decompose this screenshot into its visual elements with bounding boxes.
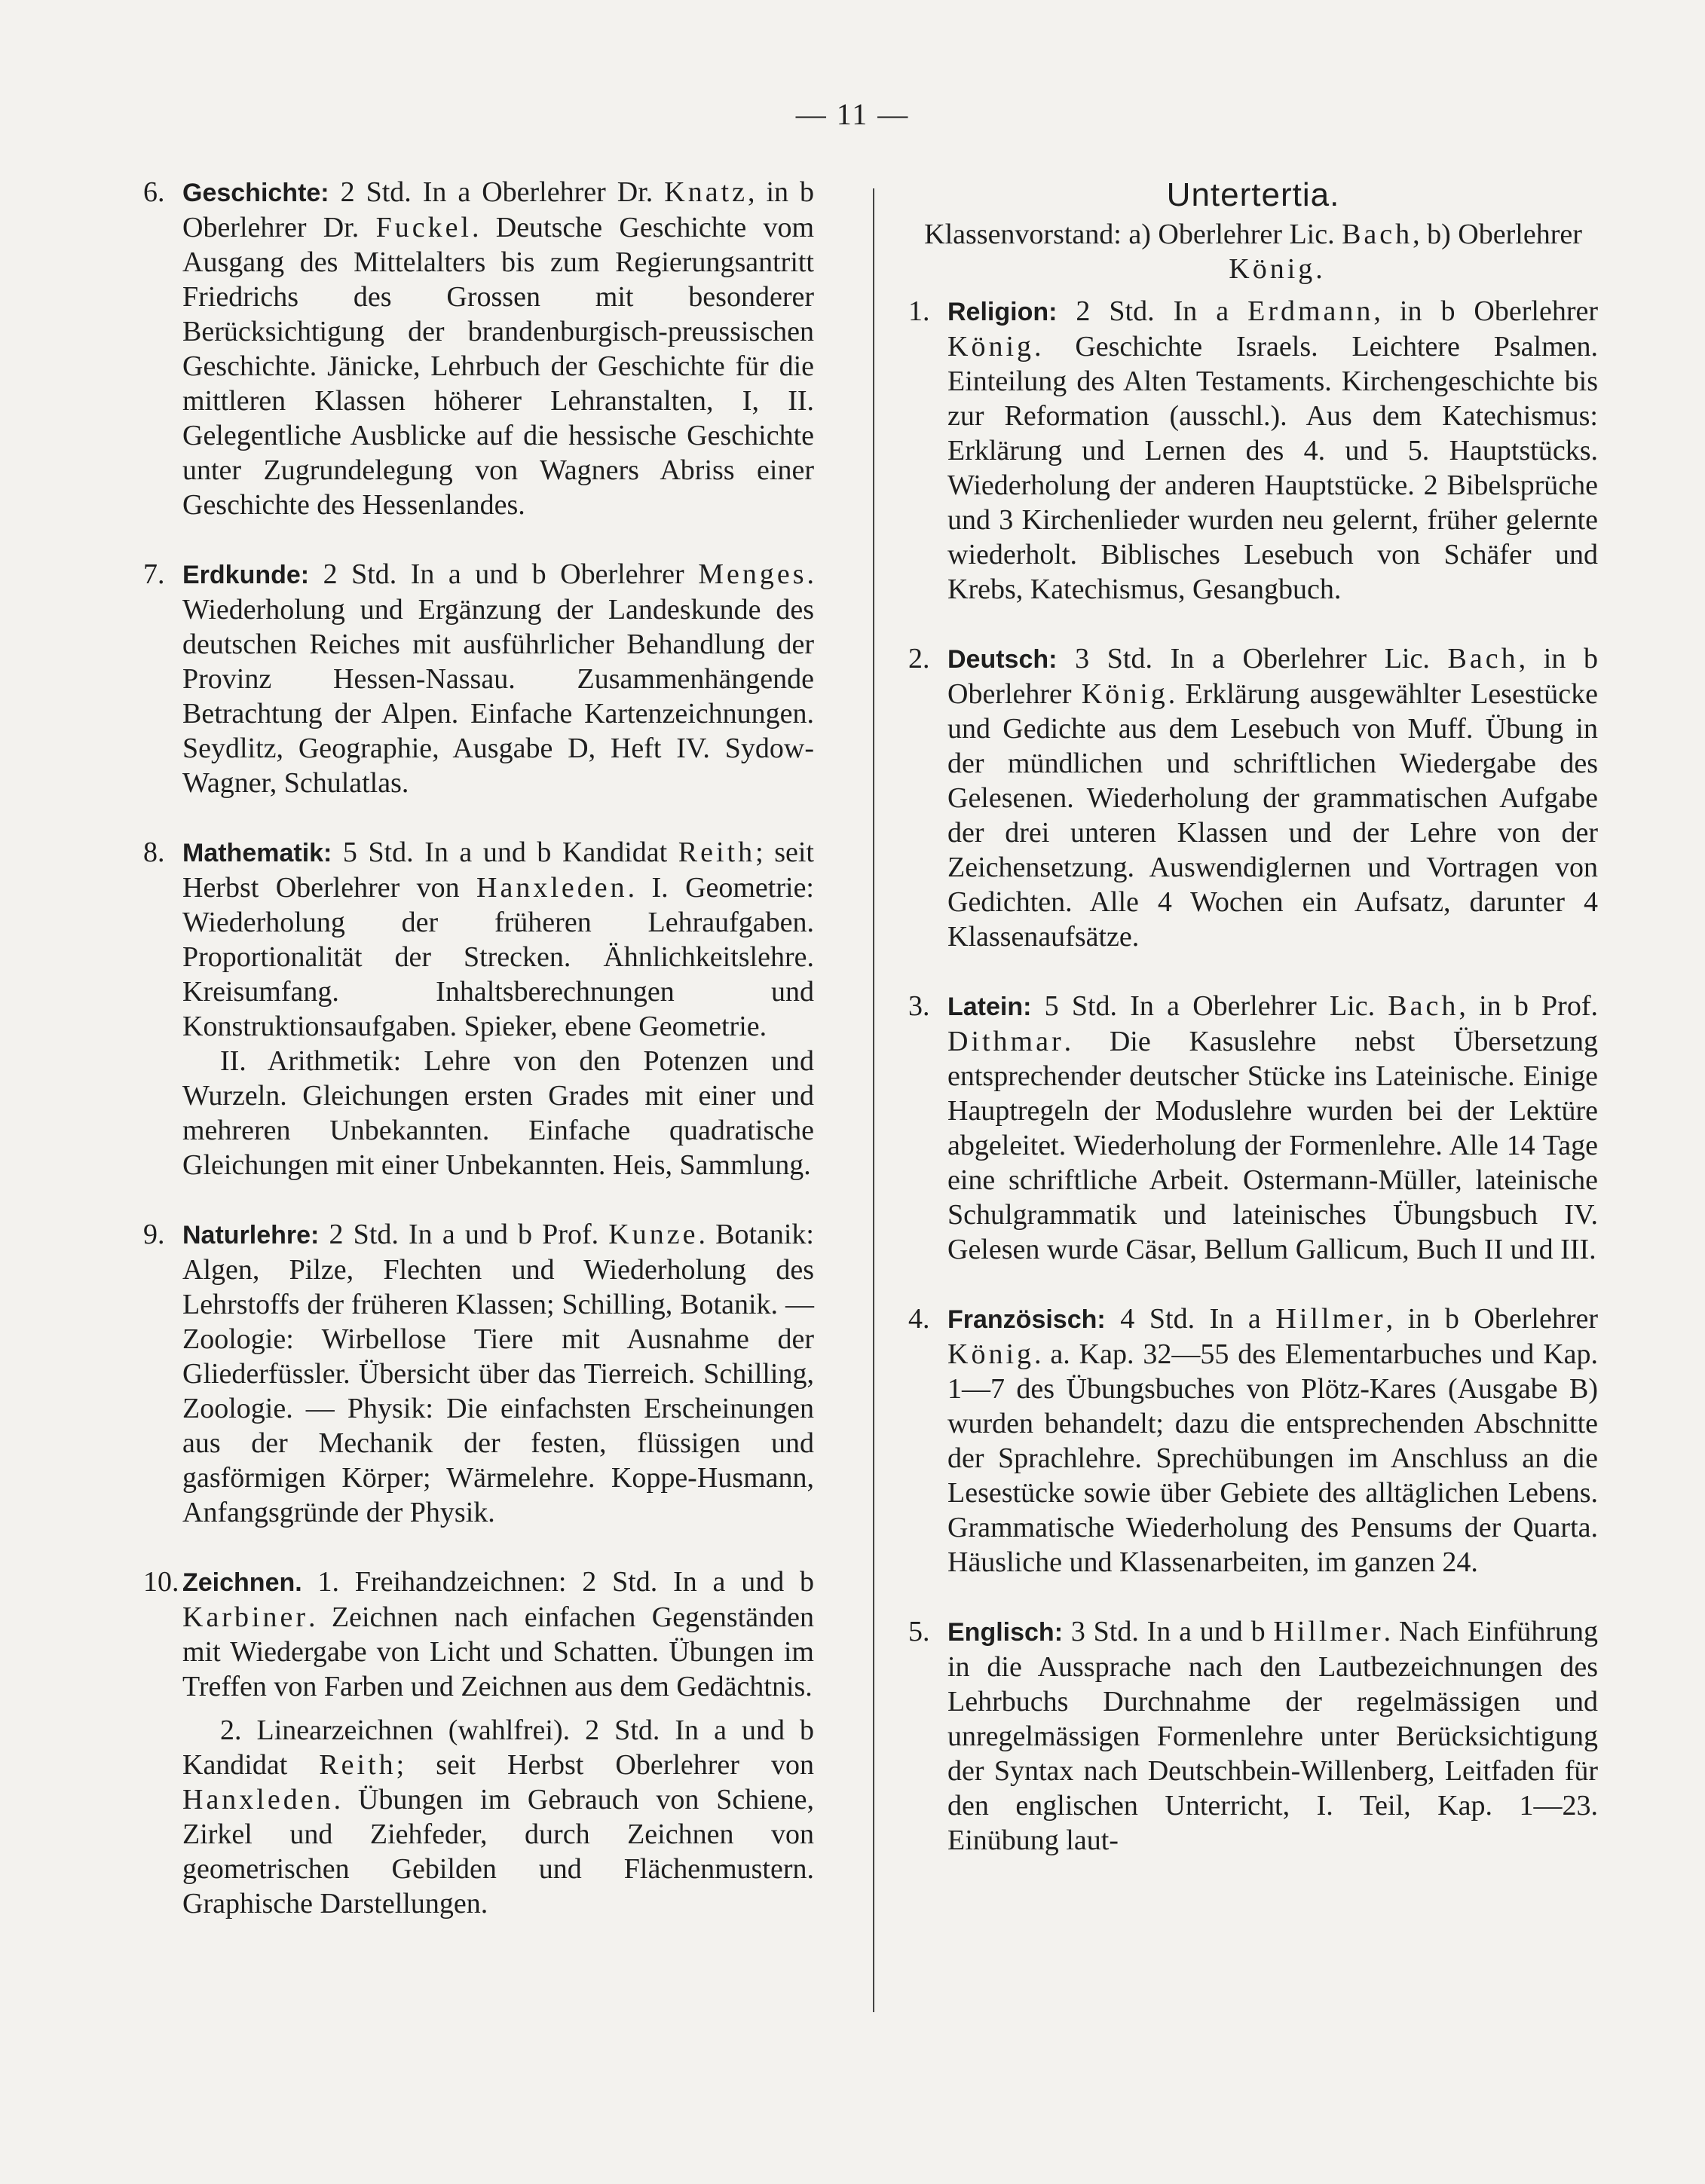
section-text: 5 Std. In a Oberlehrer Lic. xyxy=(1031,990,1388,1022)
subject-label: Deutsch: xyxy=(947,645,1058,674)
section-zeichnen xyxy=(143,1565,814,1704)
teacher-name: König xyxy=(1229,253,1316,285)
teacher-name: Bach xyxy=(1388,990,1459,1022)
section-text: . Deutsche Geschichte vom Ausgang des Mittelalters bis zum Regierungsantritt Friedrichs des Grossen mit besonderer Berücksichtigung der brandenburgisch-preussischen Geschichte. Jänicke, Lehrbuch der Geschichte für die mittleren Klassen höherer Lehranstalten, I, II. Gelegentliche Ausblicke auf die hessische Geschichte unter Zugrundelegung von Wagners Abriss einer Geschichte des Hessenlandes. xyxy=(182,212,814,521)
teacher-name: Hanxleden xyxy=(182,1784,334,1815)
section-text: , in b Oberlehrer Dr. xyxy=(182,176,814,243)
section-zeichnen-linear xyxy=(143,1713,814,1921)
section-deutsch xyxy=(908,641,1598,954)
item-number: 3. xyxy=(908,990,930,1022)
section-text: 2 Std. In a und b Oberlehrer xyxy=(309,558,699,590)
section-text: , in b Oberlehrer xyxy=(1373,295,1598,327)
section-text: ; seit Herbst Oberlehrer von xyxy=(396,1749,814,1781)
section-religion xyxy=(908,294,1598,607)
section-text: , in b Oberlehrer xyxy=(1385,1303,1598,1335)
section-text: . Zeichnen nach einfachen Gegenständen mit Wiedergabe von Licht und Schatten. Übungen im Treffen von Farben und Zeichnen aus dem Gedächtnis. xyxy=(182,1601,814,1702)
item-number: 8. xyxy=(143,837,165,868)
teacher-name: König xyxy=(1081,678,1168,710)
section-text: , in b Oberlehrer xyxy=(947,643,1598,710)
subject-label: Zeichnen. xyxy=(182,1568,302,1597)
section-text: 2. Linearzeichnen (wahlfrei). 2 Std. In a und b Kandidat xyxy=(182,1714,814,1781)
section-text: . Erklärung ausgewählter Lesestücke und Gedichte aus dem Lesebuch von Muff. Übung in der mündlichen und schriftlichen Wiedergabe des Gelesenen. Wiederholung der grammatischen Aufgabe der drei unteren Klassen und der Lehre von der Zeichensetzung. Auswendiglernen und Vortragen von Gedichten. Alle 4 Wochen ein Aufsatz, darunter 4 Klassenaufsätze. xyxy=(947,678,1598,953)
section-text: 3 Std. In a und b xyxy=(1063,1616,1274,1647)
section-mathematik xyxy=(143,835,814,1044)
section-text: 2 Std. In a und b Prof. xyxy=(319,1219,609,1250)
section-text: 2 Std. In a xyxy=(1057,295,1248,327)
section-erdkunde xyxy=(143,557,814,800)
teacher-name: Bach xyxy=(1447,643,1519,674)
section-text: 5 Std. In a und b Kandidat xyxy=(332,837,678,868)
column-divider xyxy=(873,188,874,2012)
section-franzoesisch xyxy=(908,1302,1598,1580)
teacher-name: Erdmann xyxy=(1247,295,1374,327)
subject-label: Englisch: xyxy=(947,1618,1064,1647)
subject-label: Erdkunde: xyxy=(182,561,310,589)
teacher-name: Hillmer xyxy=(1275,1303,1386,1335)
section-text: . Wiederholung und Ergänzung der Landeskunde des deutschen Reiches mit ausführlicher Behandlung der Provinz Hessen-Nassau. Zusammenhängende Betrachtung der Alpen. Einfache Kartenzeichnungen. Seydlitz, Geographie, Ausgabe D, Heft IV. Sydow-Wagner, Schulatlas. xyxy=(182,558,814,799)
section-text: . Nach Einführung in die Aussprache nach den Lautbezeichnungen des Lehrbuchs Durchnahme der regelmässigen und unregelmässigen Formenlehre unter Berücksichtigung der Syntax nach Deutschbein-Willenberg, Leitfaden für den englischen Unterricht, I. Teil, Kap. 1—23. Einübung laut- xyxy=(947,1616,1598,1856)
section-text: , in b Prof. xyxy=(1459,990,1598,1022)
teacher-name: Kunze xyxy=(608,1219,699,1250)
teacher-name: Menges xyxy=(698,558,807,590)
item-number: 9. xyxy=(143,1219,165,1250)
item-number: 7. xyxy=(143,558,165,590)
section-text: 1. Freihandzeichnen: 2 Std. In a und b xyxy=(302,1566,814,1598)
section-text: 2 Std. In a Oberlehrer Dr. xyxy=(329,176,665,208)
section-text: , b) Oberlehrer xyxy=(1413,219,1582,250)
section-text: . Geschichte Israels. Leichtere Psalmen. Einteilung des Alten Testaments. Kirchengeschichte bis zur Reformation (ausschl.). Aus dem Katechismus: Erklärung und Lernen des 4. und 5. Hauptstücks. Wiederholung der anderen Hauptstücke. 2 Bibelsprüche und 3 Kirchenlieder wurden neu gelernt, früher gelernte wiederholt. Biblisches Lesebuch von Schäfer und Krebs, Katechismus, Gesangbuch. xyxy=(947,331,1598,605)
teacher-name: Fuckel xyxy=(375,212,472,243)
section-mathematik-arithmetik: II. Arithmetik: Lehre von den Potenzen und Wurzeln. Gleichungen ersten Grades mit einer und mehreren Unbekannten. Einfache quadratische Gleichungen mit einer Unbekannten. Heis, Sammlung. xyxy=(182,1045,814,1181)
section-text: . xyxy=(1315,253,1323,285)
section-text: . Die Kasuslehre nebst Übersetzung entsprechender deutscher Stücke ins Lateinische. Einige Hauptregeln der Moduslehre wurden bei der Lektüre abgeleitet. Wiederholung der Formenlehre. Alle 14 Tage eine schriftliche Arbeit. Ostermann-Müller, lateinische Schulgrammatik und lateinisches Übungsbuch IV. Gelesen wurde Cäsar, Bellum Gallicum, Buch II und III. xyxy=(947,1026,1598,1265)
teacher-name: König xyxy=(947,1338,1034,1370)
item-number: 2. xyxy=(908,643,930,674)
item-number: 5. xyxy=(908,1616,930,1647)
subject-label: Religion: xyxy=(947,298,1058,326)
section-text: . Botanik: Algen, Pilze, Flechten und Wiederholung des Lehrstoffs der früheren Klassen; Schilling, Botanik. — Zoologie: Wirbellose Tiere mit Ausnahme der Gliederfüssler. Übersicht über das Tierreich. Schilling, Zoologie. — Physik: Die einfachsten Erscheinungen aus der Mechanik der festen, flüssigen und gasförmigen Körper; Wärmelehre. Koppe-Husmann, Anfangsgründe der Physik. xyxy=(182,1219,814,1528)
teacher-name: König xyxy=(947,331,1034,362)
subject-label: Mathematik: xyxy=(182,839,332,867)
left-column xyxy=(143,175,814,1956)
item-number: 1. xyxy=(908,295,930,327)
section-englisch xyxy=(908,1614,1598,1858)
section-text: . a. Kap. 32—55 des Elementarbuches und Kap. 1—7 des Übungsbuches von Plötz-Kares (Ausgabe B) wurden behandelt; dazu die entsprechenden Abschnitte der Sprachlehre. Sprechübungen im Anschluss an die Lesestücke sowie über Gebiete des alltäglichen Lebens. Grammatische Wiederholung des Pensums der Quarta. Häusliche und Klassenarbeiten, im ganzen 24. xyxy=(947,1338,1598,1578)
item-number: 10. xyxy=(143,1566,179,1598)
teacher-name: Hanxleden xyxy=(476,872,628,904)
item-number: 4. xyxy=(908,1303,930,1335)
teacher-name: Hillmer xyxy=(1273,1616,1384,1647)
section-text: 3 Std. In a Oberlehrer Lic. xyxy=(1057,643,1448,674)
section-text: ; seit Herbst Oberlehrer von xyxy=(182,837,814,904)
section-text: Klassenvorstand: a) Oberlehrer Lic. xyxy=(924,219,1342,250)
subject-label: Geschichte: xyxy=(182,179,329,207)
right-column xyxy=(908,175,1598,1858)
section-text: . I. Geometrie: Wiederholung der früheren Lehraufgaben. Proportionalität der Strecken. Ähnlichkeitslehre. Kreisumfang. Inhaltsberechnungen und Konstruktionsaufgaben. Spieker, ebene Geometrie. xyxy=(182,872,814,1042)
page-number: — 11 — xyxy=(795,97,910,131)
item-number: 6. xyxy=(143,176,165,208)
class-heading: Untertertia. xyxy=(1166,176,1340,213)
section-text: . Übungen im Gebrauch von Schiene, Zirkel und Ziehfeder, durch Zeichnen von geometrischen Gebilden und Flächenmustern. Graphische Darstellungen. xyxy=(182,1784,814,1919)
section-naturlehre xyxy=(143,1217,814,1530)
subject-label: Latein: xyxy=(947,993,1032,1021)
class-teacher xyxy=(908,217,1598,286)
teacher-name: Dithmar xyxy=(947,1026,1064,1057)
section-text: 4 Std. In a xyxy=(1105,1303,1276,1335)
subject-label: Naturlehre: xyxy=(182,1221,320,1250)
subject-label: Französisch: xyxy=(947,1305,1106,1334)
section-geschichte xyxy=(143,175,814,522)
teacher-name: Karbiner xyxy=(182,1601,309,1633)
teacher-name: Knatz xyxy=(664,176,748,208)
teacher-name: Bach xyxy=(1342,219,1413,250)
teacher-name: Reith xyxy=(678,837,756,868)
section-latein xyxy=(908,989,1598,1267)
teacher-name: Reith xyxy=(319,1749,396,1781)
